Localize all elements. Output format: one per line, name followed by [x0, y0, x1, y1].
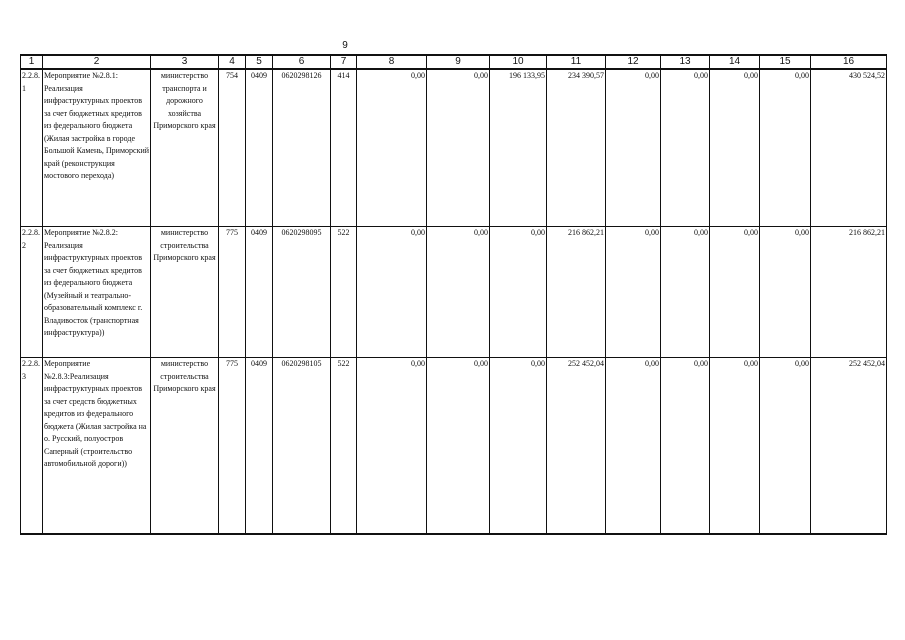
column-number-row [21, 55, 887, 69]
activity-name: Мероприятие №2.8.2: Реализация инфраструктурных проектов за счет бюджетных кредитов из федерального бюджета (Музейный и театрально-образовательный комплекс г. Владивосток (транспортная инфраструктура)) [43, 227, 151, 358]
row-code: 2.2.8.1 [21, 69, 43, 227]
cell-col13: 0,00 [661, 227, 710, 358]
budget-table [20, 54, 887, 535]
row-code: 2.2.8.3 [21, 358, 43, 535]
cell-col16-total: 252 452,04 [811, 358, 887, 535]
cell-col4: 775 [219, 227, 246, 358]
column-header: 8 [357, 55, 427, 69]
table-row [21, 358, 887, 535]
cell-col16-total: 430 524,52 [811, 69, 887, 227]
cell-col11: 216 862,21 [547, 227, 606, 358]
cell-col9: 0,00 [427, 227, 490, 358]
column-header: 1 [21, 55, 43, 69]
column-header: 4 [219, 55, 246, 69]
cell-col5: 0409 [246, 358, 273, 535]
cell-col5: 0409 [246, 69, 273, 227]
table-row [21, 227, 887, 358]
cell-col8: 0,00 [357, 358, 427, 535]
cell-col6: 0620298095 [273, 227, 331, 358]
cell-col10: 0,00 [490, 358, 547, 535]
responsible-ministry: министерство транспорта и дорожного хозяйства Приморского края [151, 69, 219, 227]
cell-col6: 0620298126 [273, 69, 331, 227]
row-code: 2.2.8.2 [21, 227, 43, 358]
cell-col14: 0,00 [710, 227, 760, 358]
cell-col7: 522 [331, 227, 357, 358]
cell-col13: 0,00 [661, 69, 710, 227]
cell-col11: 252 452,04 [547, 358, 606, 535]
column-header: 16 [811, 55, 887, 69]
cell-col4: 775 [219, 358, 246, 535]
cell-col4: 754 [219, 69, 246, 227]
cell-col7: 414 [331, 69, 357, 227]
page-number: 9 [342, 40, 348, 51]
cell-col9: 0,00 [427, 69, 490, 227]
cell-col10: 196 133,95 [490, 69, 547, 227]
column-header: 13 [661, 55, 710, 69]
cell-col8: 0,00 [357, 69, 427, 227]
cell-col5: 0409 [246, 227, 273, 358]
cell-col6: 0620298105 [273, 358, 331, 535]
cell-col15: 0,00 [760, 227, 811, 358]
cell-col7: 522 [331, 358, 357, 535]
cell-col9: 0,00 [427, 358, 490, 535]
cell-col15: 0,00 [760, 358, 811, 535]
cell-col14: 0,00 [710, 69, 760, 227]
cell-col12: 0,00 [606, 69, 661, 227]
column-header: 10 [490, 55, 547, 69]
activity-name: Мероприятие №2.8.1: Реализация инфраструктурных проектов за счет бюджетных кредитов из федерального бюджета (Жилая застройка в городе Большой Камень, Приморский край (реконструкция мостового перехода) [43, 69, 151, 227]
activity-name: Мероприятие №2.8.3:Реализация инфраструктурных проектов за счет средств бюджетных кредитов из федерального бюджета (Жилая застройка на о. Русский, полуостров Саперный (строительство автомобильной дороги)) [43, 358, 151, 535]
cell-col11: 234 390,57 [547, 69, 606, 227]
cell-col16-total: 216 862,21 [811, 227, 887, 358]
column-header: 2 [43, 55, 151, 69]
column-header: 3 [151, 55, 219, 69]
responsible-ministry: министерство строительства Приморского края [151, 358, 219, 535]
column-header: 14 [710, 55, 760, 69]
cell-col8: 0,00 [357, 227, 427, 358]
responsible-ministry: министерство строительства Приморского края [151, 227, 219, 358]
column-header: 7 [331, 55, 357, 69]
column-header: 9 [427, 55, 490, 69]
table-row [21, 69, 887, 227]
column-header: 11 [547, 55, 606, 69]
cell-col13: 0,00 [661, 358, 710, 535]
cell-col14: 0,00 [710, 358, 760, 535]
column-header: 6 [273, 55, 331, 69]
column-header: 15 [760, 55, 811, 69]
cell-col12: 0,00 [606, 227, 661, 358]
column-header: 5 [246, 55, 273, 69]
column-header: 12 [606, 55, 661, 69]
cell-col12: 0,00 [606, 358, 661, 535]
cell-col15: 0,00 [760, 69, 811, 227]
cell-col10: 0,00 [490, 227, 547, 358]
